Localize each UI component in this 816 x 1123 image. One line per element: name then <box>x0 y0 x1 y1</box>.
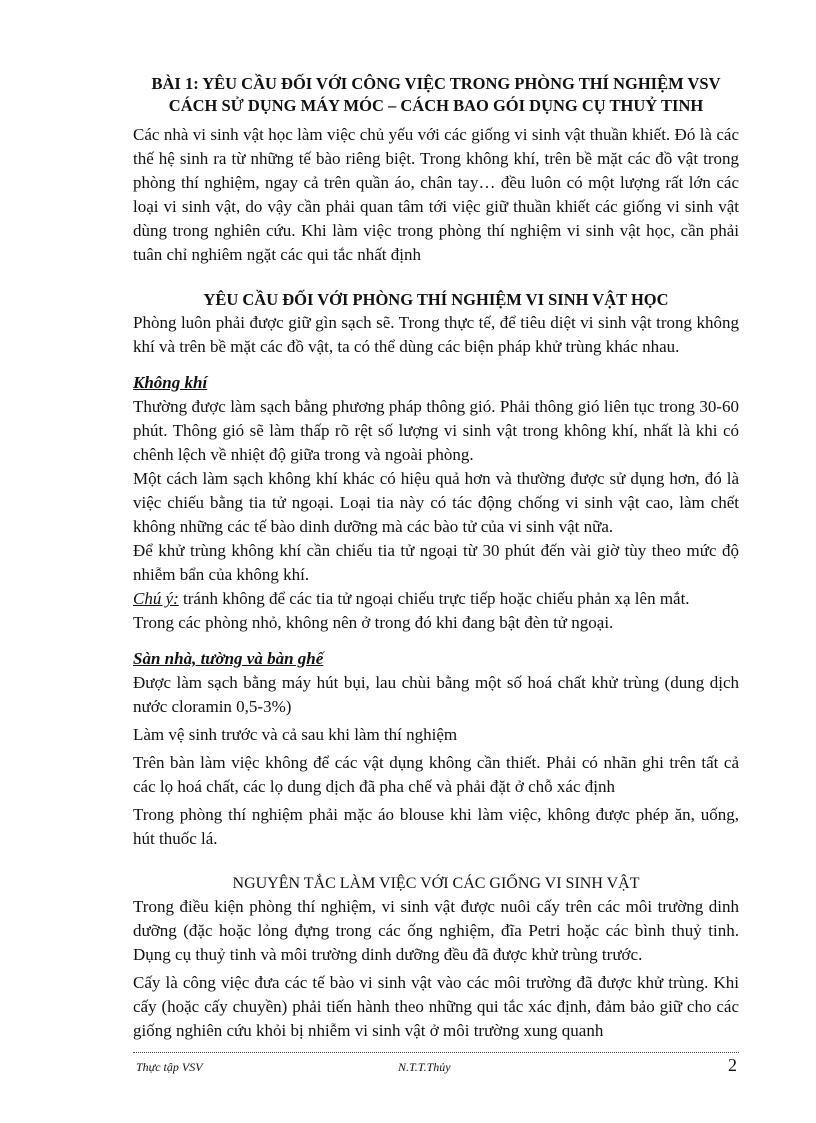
lesson-title <box>133 73 739 117</box>
air-paragraph-3: Để khử trùng không khí cần chiếu tia tử ngoại từ 30 phút đến vài giờ tùy theo mức độ nhiễm bẩn của không khí. <box>133 541 739 584</box>
section-heading-lab-requirements: YÊU CẦU ĐỐI VỚI PHÒNG THÍ NGHIỆM VI SINH VẬT HỌC <box>203 290 669 309</box>
intro-paragraph: Các nhà vi sinh vật học làm việc chủ yếu với các giống vi sinh vật thuần khiết. Đó là các thế hệ sinh ra từ những tế bào riêng biệt. Trong không khí, trên bề mặt các đồ vật trong phòng thí nghiệm, ngay cả trên quần áo, chân tay… đều luôn có một lượng rất lớn các loại vi sinh vật, do vậy cần phải quan tâm tới việc giữ thuần khiết các giống vi sinh vật dùng trong nghiên cứu. Khi làm việc trong phòng thí nghiệm vi sinh vật học, cần phải tuân chỉ nghiêm ngặt các qui tắc nhất định <box>133 125 739 264</box>
air-paragraph-2: Một cách làm sạch không khí khác có hiệu quả hơn và thường được sử dụng hơn, đó là việc chiếu bằng tia tử ngoại. Loại tia này có tác động chống vi sinh vật cao, làm chết không những các tế bào dinh dưỡng mà các bào tử của vi sinh vật nữa. <box>133 469 739 536</box>
floor-paragraph-2: Làm vệ sinh trước và cả sau khi làm thí nghiệm <box>133 725 458 744</box>
floor-paragraph-4: Trong phòng thí nghiệm phải mặc áo blouse khi làm việc, không được phép ăn, uống, hút thuốc lá. <box>133 805 739 848</box>
air-paragraph-4: Trong các phòng nhỏ, không nên ở trong đó khi đang bật đèn tử ngoại. <box>133 613 614 632</box>
title-line-1: BÀI 1: YÊU CẦU ĐỐI VỚI CÔNG VIỆC TRONG PHÒNG THÍ NGHIỆM VSV <box>151 74 721 93</box>
note-label: Chú ý: <box>133 589 179 608</box>
page-number: 2 <box>728 1055 737 1075</box>
footer-author: N.T.T.Thủy <box>398 1060 451 1074</box>
air-note <box>133 587 739 611</box>
note-text: tránh không để các tia tử ngoại chiếu trực tiếp hoặc chiếu phản xạ lên mắt. <box>178 589 690 608</box>
footer-divider <box>133 1052 739 1053</box>
title-line-2: CÁCH SỬ DỤNG MÁY MÓC – CÁCH BAO GÓI DỤNG CỤ THUỶ TINH <box>168 96 704 115</box>
footer-course: Thực tập VSV <box>136 1060 203 1074</box>
section2-paragraph-2: Cấy là công việc đưa các tế bào vi sinh vật vào các môi trường đã được khử trùng. Khi cấy (hoặc cấy chuyền) phải tiến hành theo những qui tắc xác định, đảm bảo giữ cho các giống nghiên cứu khỏi bị nhiễm vi sinh vật ở môi trường xung quanh <box>133 973 739 1040</box>
section2-paragraph-1: Trong điều kiện phòng thí nghiệm, vi sinh vật được nuôi cấy trên các môi trường dinh dưỡng (đặc hoặc lỏng đựng trong các ống nghiệm, đĩa Petri hoặc các bình thuỷ tinh. Dụng cụ thuỷ tinh và môi trường dinh dưỡng đều đã được khử trùng trước. <box>133 897 739 964</box>
subheading-floor-walls-furniture: Sàn nhà, tường và bàn ghế <box>133 649 324 668</box>
air-paragraph-1: Thường được làm sạch bằng phương pháp thông gió. Phải thông gió liên tục trong 30-60 phút. Thông gió sẽ làm thấp rõ rệt số lượng vi sinh vật trong không khí, nhất là khi có chênh lệch về nhiệt độ giữa trong và ngoài phòng. <box>133 397 739 464</box>
document-page <box>133 73 739 1043</box>
floor-paragraph-1: Được làm sạch bằng máy hút bụi, lau chùi bằng một số hoá chất khử trùng (dung dịch nước cloramin 0,5-3%) <box>133 673 739 716</box>
section1-intro: Phòng luôn phải được giữ gìn sạch sẽ. Trong thực tế, để tiêu diệt vi sinh vật trong không khí và trên bề mặt các đồ vật, ta có thể dùng các biện pháp khử trùng khác nhau. <box>133 313 739 356</box>
floor-paragraph-3: Trên bàn làm việc không để các vật dụng không cần thiết. Phải có nhãn ghi trên tất cả các lọ hoá chất, các lọ dung dịch đã pha chế và phải đặt ở chỗ xác định <box>133 753 739 796</box>
subheading-air: Không khí <box>133 373 208 392</box>
section-heading-working-principles: NGUYÊN TẮC LÀM VIỆC VỚI CÁC GIỐNG VI SINH VẬT <box>232 875 640 892</box>
